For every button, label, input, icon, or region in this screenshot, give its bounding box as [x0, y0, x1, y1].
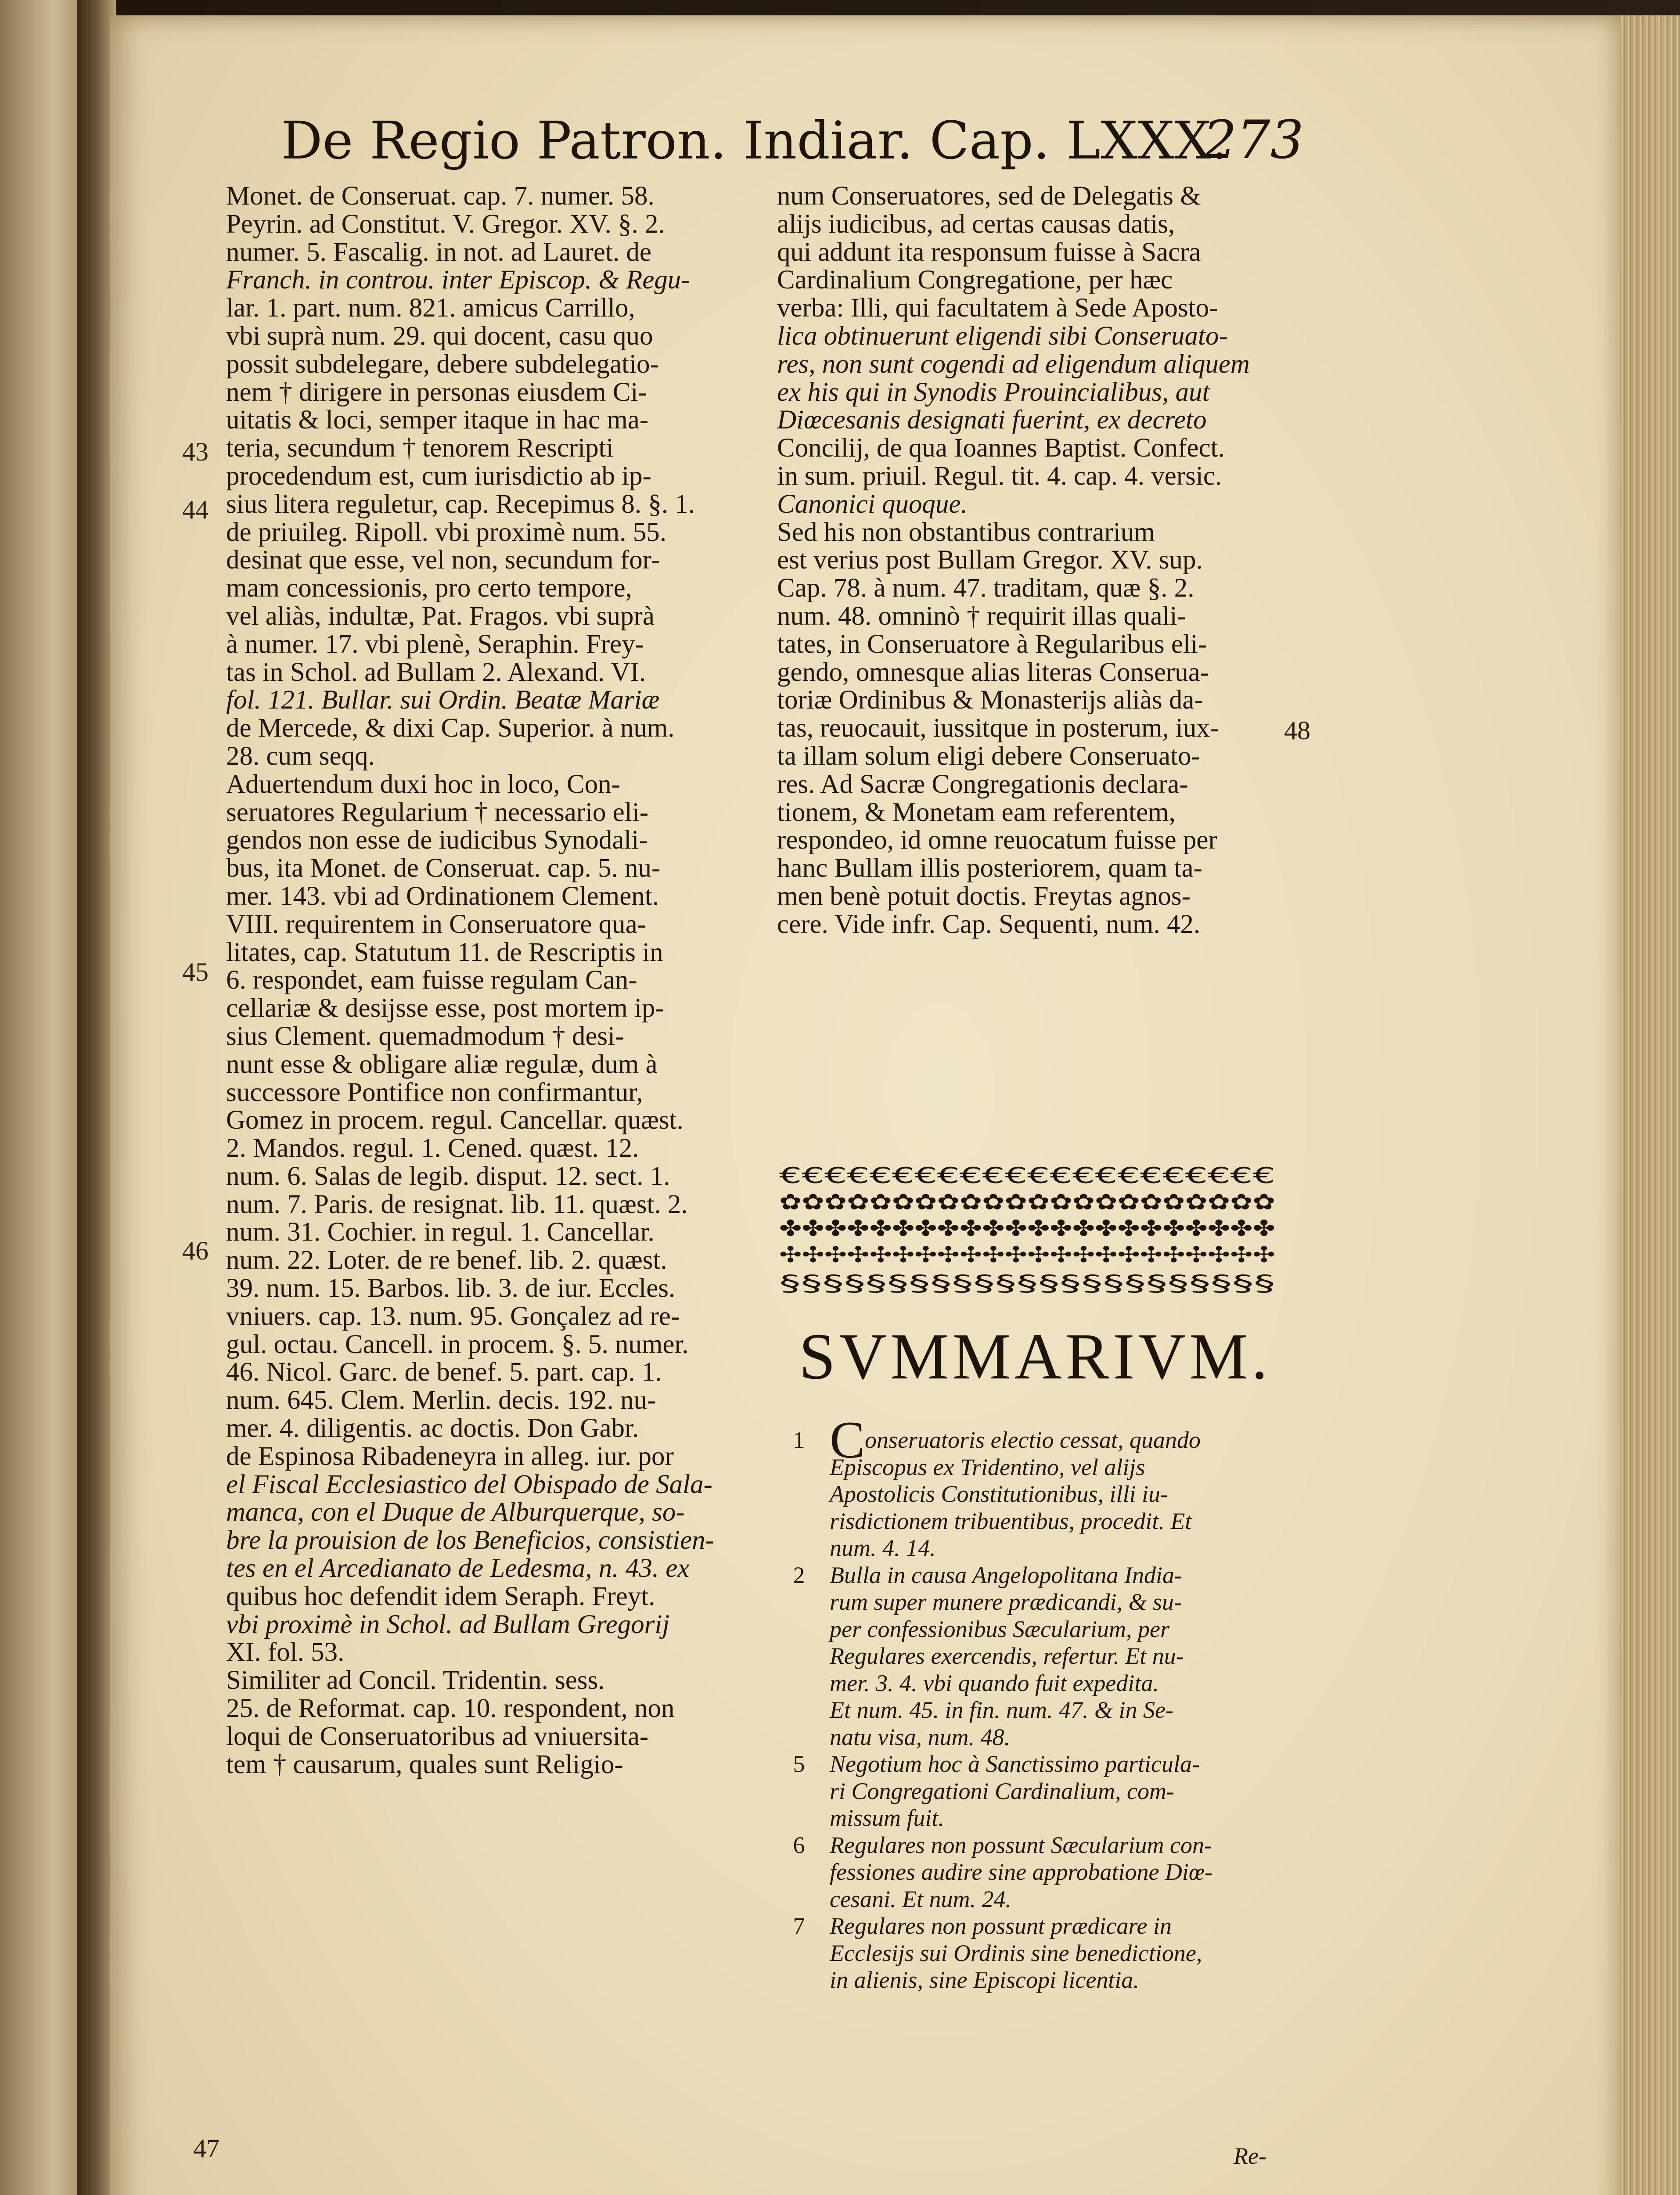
summary-line [786, 1778, 1291, 1805]
text-line: tem † causarum, quales sunt Religio- [226, 1749, 623, 1779]
text-line: num. 7. Paris. de resignat. lib. 11. quæst. 2. [226, 1189, 688, 1219]
text-line: de Mercede, & dixi Cap. Superior. à num. [226, 713, 675, 743]
text-line: qui addunt ita responsum fuisse à Sacra [777, 237, 1201, 267]
summary-line [786, 1940, 1291, 1967]
text-line: tes en el Arcedianato de Ledesma, n. 43. ex [226, 1554, 690, 1583]
text-line: Cardinalium Congregatione, per hæc [777, 265, 1173, 295]
text-line: Concilij, de qua Ioannes Baptist. Confect. [777, 433, 1225, 463]
summary-line [786, 1805, 1291, 1832]
text-line: cere. Vide infr. Cap. Sequenti, num. 42. [777, 909, 1201, 939]
summary-line-text: fessiones audire sine approbatione Diœ- [830, 1859, 1212, 1885]
text-line: el Fiscal Ecclesiastico del Obispado de Sala- [226, 1469, 712, 1499]
text-line: litates, cap. Statutum 11. de Rescriptis in [226, 937, 663, 967]
summary-item-number: 6 [793, 1832, 805, 1858]
right-text-column [777, 182, 1273, 939]
text-line: tionem, & Monetam eam referentem, [777, 797, 1176, 827]
summary-line [786, 1913, 1291, 1940]
summary-line-text: Regulares non possunt prædicare in [830, 1913, 1172, 1939]
page-number: 273 [1203, 110, 1304, 171]
text-line: Canonici quoque. [777, 489, 968, 519]
text-line: Cap. 78. à num. 47. traditam, quæ §. 2. [777, 573, 1194, 603]
text-line: tates, in Conseruatore à Regularibus eli- [777, 629, 1207, 659]
summary-line-text: Negotium hoc à Sanctissimo particula- [830, 1751, 1200, 1777]
summary-line [786, 1616, 1291, 1643]
text-line: lar. 1. part. num. 821. amicus Carrillo, [226, 293, 635, 323]
text-line: numer. 5. Fascalig. in not. ad Lauret. de [226, 237, 651, 267]
text-line: Peyrin. ad Constitut. V. Gregor. XV. §. 2. [226, 209, 665, 239]
summary-line-text: missum fuit. [830, 1805, 945, 1831]
summary-line-text: Apostolicis Constitutionibus, illi iu- [830, 1481, 1169, 1507]
text-line: num Conseruatores, sed de Delegatis & [777, 181, 1201, 211]
summary-line [786, 1697, 1291, 1724]
text-line: loqui de Conseruatoribus ad vniuersita- [226, 1721, 649, 1751]
text-line: men benè potuit doctis. Freytas agnos- [777, 881, 1191, 911]
text-line: num. 6. Salas de legib. disput. 12. sect. 1. [226, 1161, 670, 1191]
text-line: quibus hoc defendit idem Seraph. Freyt. [226, 1581, 655, 1611]
text-line: 25. de Reformat. cap. 10. respondent, non [226, 1694, 675, 1724]
text-line: toriæ Ordinibus & Monasterijs aliàs da- [777, 685, 1203, 715]
text-line: mer. 4. diligentis. ac doctis. Don Gabr. [226, 1414, 639, 1443]
summary-line [786, 1508, 1291, 1535]
text-line: est verius post Bullam Gregor. XV. sup. [777, 545, 1203, 575]
text-line: num. 22. Loter. de re benef. lib. 2. quæst. [226, 1245, 667, 1275]
text-line: mam concessionis, pro certo tempore, [226, 573, 632, 603]
text-line: tas, reuocauit, iussitque in posterum, iux- [777, 713, 1219, 743]
summary-item-number: 2 [793, 1562, 805, 1588]
summary-line-text: Bulla in causa Angelopolitana India- [830, 1562, 1182, 1588]
summary-line-text: risdictionem tribuentibus, procedit. Et [830, 1508, 1192, 1534]
summary-line-text: onseruatoris electio cessat, quando [865, 1427, 1201, 1453]
drop-cap: C [830, 1411, 865, 1469]
text-line: de priuileg. Ripoll. vbi proximè num. 55. [226, 517, 667, 547]
text-line: respondeo, id omne reuocatum fuisse per [777, 825, 1217, 855]
text-line: ex his qui in Synodis Prouincialibus, aut [777, 377, 1210, 407]
text-line: sius litera reguletur, cap. Recepimus 8. §. 1. [226, 489, 695, 519]
text-line: desinat que esse, vel non, secundum for- [226, 545, 660, 575]
summary-line-text: Et num. 45. in fin. num. 47. & in Se- [830, 1697, 1173, 1723]
text-line: nem † dirigere in personas eiusdem Ci- [226, 377, 647, 407]
summary-line-text: rum super munere prædicandi, & su- [830, 1589, 1182, 1615]
summary-line-text: Regulares exercendis, refertur. Et nu- [830, 1643, 1184, 1669]
facing-page-edge [0, 0, 88, 2195]
text-line: VIII. requirentem in Conseruatore qua- [226, 909, 646, 939]
page-fore-edge [1620, 15, 1680, 2195]
text-line: lica obtinuerunt eligendi sibi Conseruato- [777, 321, 1228, 351]
summary-item-number: 7 [793, 1913, 805, 1939]
text-line: vbi proximè in Schol. ad Bullam Gregorij [226, 1609, 670, 1639]
summary-line-text: per confessionibus Sæcularium, per [830, 1616, 1169, 1642]
text-line: vel aliàs, indultæ, Pat. Fragos. vbi suprà [226, 601, 655, 631]
text-line: num. 31. Cochier. in regul. 1. Cancellar. [226, 1217, 655, 1247]
summary-line-text: Ecclesijs sui Ordinis sine benedictione, [830, 1940, 1202, 1966]
text-line: hanc Bullam illis posteriorem, quam ta- [777, 853, 1203, 883]
text-line: successore Pontifice non confirmantur, [226, 1077, 643, 1107]
summary-line [786, 1643, 1291, 1670]
text-line: vbi suprà num. 29. qui docent, casu quo [226, 321, 653, 351]
summary-line [786, 1832, 1291, 1859]
text-line: possit subdelegare, debere subdelegatio- [226, 349, 659, 379]
text-line: Similiter ad Concil. Tridentin. sess. [226, 1666, 605, 1695]
summary-item-number: 1 [793, 1427, 805, 1453]
text-line: sius Clement. quemadmodum † desi- [226, 1021, 624, 1051]
summary-line-text: cesani. Et num. 24. [830, 1886, 1011, 1912]
summary-line-text: in alienis, sine Episcopi licentia. [830, 1967, 1139, 1993]
text-line: Monet. de Conseruat. cap. 7. numer. 58. [226, 181, 655, 211]
text-line: 6. respondet, eam fuisse regulam Can- [226, 965, 637, 995]
catchword: Re- [1234, 2143, 1266, 2169]
text-line: nunt esse & obligare aliæ regulæ, dum à [226, 1049, 658, 1079]
summary-line [786, 1454, 1291, 1481]
text-line: res, non sunt cogendi ad eligendum aliquem [777, 349, 1250, 379]
summary-line-text: ri Congregationi Cardinalium, com- [830, 1778, 1175, 1804]
summary-line [786, 1535, 1291, 1562]
margin-number-43: 43 [182, 437, 209, 466]
text-line: procedendum est, cum iurisdictio ab ip- [226, 461, 651, 491]
margin-number-47: 47 [193, 2134, 219, 2163]
text-line: num. 645. Clem. Merlin. decis. 192. nu- [226, 1385, 656, 1415]
text-line: Diœcesanis designati fuerint, ex decreto [777, 405, 1207, 435]
left-text-column [226, 182, 737, 1778]
margin-number-45: 45 [182, 957, 209, 986]
ornament-row: ✤✤✤✤✤✤✤✤✤✤✤✤✤✤✤✤✤✤✤✤✤✤ [779, 1216, 1275, 1241]
margin-number-46: 46 [182, 1236, 209, 1265]
text-line: Sed his non obstantibus contrarium [777, 517, 1155, 547]
margin-number-44: 44 [182, 495, 209, 524]
margin-number-48: 48 [1284, 716, 1310, 745]
printers-ornament-band [779, 1159, 1277, 1299]
text-line: seruatores Regularium † necessario eli- [226, 797, 649, 827]
summary-line [786, 1562, 1291, 1589]
text-line: XI. fol. 53. [226, 1637, 345, 1667]
text-line: à numer. 17. vbi plenè, Seraphin. Frey- [226, 629, 644, 659]
text-line: Gomez in procem. regul. Cancellar. quæst. [226, 1105, 684, 1135]
summary-line-text: num. 4. 14. [830, 1535, 936, 1561]
summary-line [786, 1724, 1291, 1751]
text-line: bre la prouision de los Beneficios, consistien- [226, 1526, 714, 1555]
running-header [281, 103, 1304, 178]
text-line: fol. 121. Bullar. sui Ordin. Beatæ Mariæ [226, 685, 660, 715]
text-line: de Espinosa Ribadeneyra in alleg. iur. por [226, 1441, 674, 1471]
summary-line [786, 1481, 1291, 1508]
text-line: gendo, omnesque alias literas Conserua- [777, 657, 1209, 687]
summary-line [786, 1670, 1291, 1697]
ornament-row: §§§§§§§§§§§§§§§§§§§§§§§ [779, 1270, 1275, 1296]
ornament-row: €€€€€€€€€€€€€€€€€€€€€€ [779, 1163, 1275, 1188]
ornament-row: ✣✣✣✣✣✣✣✣✣✣✣✣✣✣✣✣✣✣✣✣✣✣ [779, 1242, 1275, 1267]
summary-list [786, 1411, 1291, 1994]
summary-line [786, 1859, 1291, 1886]
summary-line-text: mer. 3. 4. vbi quando fuit expedita. [830, 1670, 1159, 1696]
text-line: num. 48. omninò † requirit illas quali- [777, 601, 1186, 631]
text-line: 28. cum seqq. [226, 741, 375, 771]
text-line: teria, secundum † tenorem Rescripti [226, 433, 614, 463]
text-line: Franch. in controu. inter Episcop. & Regu- [226, 265, 690, 295]
text-line: res. Ad Sacræ Congregationis declara- [777, 769, 1188, 799]
summary-line [786, 1886, 1291, 1913]
text-line: gul. octau. Cancell. in procem. §. 5. numer. [226, 1329, 689, 1359]
summary-line-text: natu visa, num. 48. [830, 1724, 1010, 1750]
text-line: gendos non esse de iudicibus Synodali- [226, 825, 648, 855]
running-title: De Regio Patron. Indiar. Cap. LXXX. [281, 110, 1228, 171]
text-line: mer. 143. vbi ad Ordinationem Clement. [226, 881, 659, 911]
ornament-row: ✿✿✿✿✿✿✿✿✿✿✿✿✿✿✿✿✿✿✿✿✿✿ [779, 1189, 1275, 1215]
summary-line [786, 1751, 1291, 1778]
text-line: Aduertendum duxi hoc in loco, Con- [226, 769, 620, 799]
text-line: bus, ita Monet. de Conseruat. cap. 5. nu- [226, 853, 661, 883]
text-line: 46. Nicol. Garc. de benef. 5. part. cap. 1. [226, 1357, 662, 1387]
summary-line-text: Episcopus ex Tridentino, vel alijs [830, 1454, 1145, 1480]
text-line: manca, con el Duque de Alburquerque, so- [226, 1497, 685, 1527]
summary-line [786, 1589, 1291, 1616]
text-line: verba: Illi, qui facultatem à Sede Aposto- [777, 293, 1218, 323]
text-line: 2. Mandos. regul. 1. Cened. quæst. 12. [226, 1133, 639, 1163]
summary-line-text: Regulares non possunt Sæcularium con- [830, 1832, 1212, 1858]
summary-heading: SVMMARIVM. [799, 1320, 1272, 1393]
text-line: tas in Schol. ad Bullam 2. Alexand. VI. [226, 657, 646, 687]
text-line: alijs iudicibus, ad certas causas datis, [777, 209, 1175, 239]
text-line: vniuers. cap. 13. num. 95. Gonçalez ad re- [226, 1301, 680, 1331]
text-line: ta illam solum eligi debere Conseruato- [777, 741, 1200, 771]
text-line: uitatis & loci, semper itaque in hac ma- [226, 405, 649, 435]
summary-line [786, 1967, 1291, 1994]
summary-item-number: 5 [793, 1751, 805, 1777]
text-line: in sum. priuil. Regul. tit. 4. cap. 4. versic. [777, 461, 1222, 491]
text-line: 39. num. 15. Barbos. lib. 3. de iur. Eccles. [226, 1274, 676, 1303]
text-line: cellariæ & desijsse esse, post mortem ip- [226, 993, 664, 1023]
